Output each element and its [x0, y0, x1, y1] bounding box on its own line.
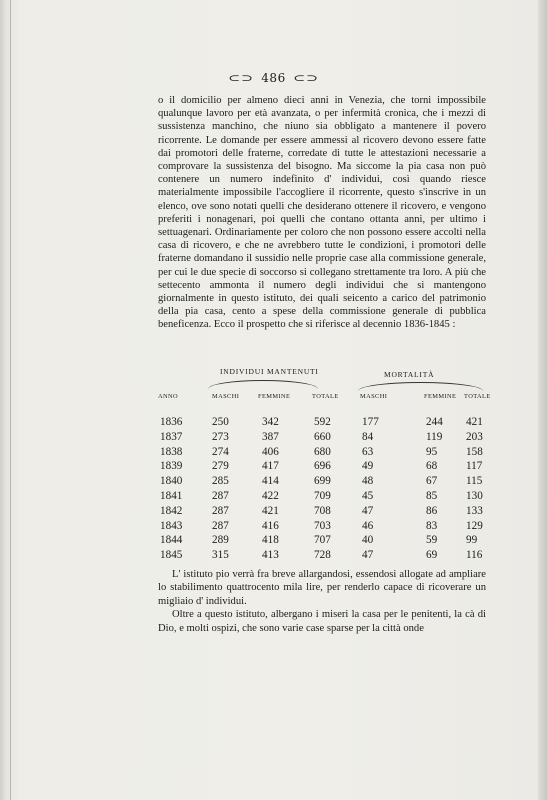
page-edge-shadow [538, 0, 547, 800]
cell-total-deaths: 133 [466, 504, 483, 517]
cell-year: 1842 [160, 504, 183, 517]
cell-total-deaths: 203 [466, 430, 483, 443]
cell-females-maintained: 421 [262, 504, 279, 517]
table-row [158, 504, 488, 519]
cell-year: 1841 [160, 489, 183, 502]
cell-females-maintained: 422 [262, 489, 279, 502]
cell-males-maintained: 287 [212, 519, 229, 532]
cell-males-maintained: 285 [212, 475, 229, 488]
cell-females-deaths: 83 [426, 519, 438, 532]
cell-females-deaths: 68 [426, 460, 438, 473]
cell-males-maintained: 289 [212, 534, 229, 547]
cell-males-deaths: 45 [362, 489, 374, 502]
statistics-table [158, 363, 491, 563]
table-row [158, 519, 488, 534]
cell-females-maintained: 417 [262, 460, 279, 473]
cell-males-deaths: 177 [362, 416, 379, 428]
cell-males-deaths: 47 [362, 549, 374, 562]
header-ornament-right: ⊂⊃ [293, 73, 319, 84]
cell-males-deaths: 46 [362, 519, 374, 532]
paragraph: Oltre a questo istituto, albergano i miseri la casa per le penitenti, la cà di Dio, e molti ospizi, che sono varie case sparse per la città onde [158, 609, 486, 634]
table-row [158, 489, 488, 504]
cell-females-deaths: 119 [426, 430, 443, 443]
cell-year: 1839 [160, 460, 183, 473]
cell-total-deaths: 115 [466, 475, 483, 488]
cell-total-maintained: 696 [314, 460, 331, 473]
cell-females-maintained: 416 [262, 519, 279, 532]
group-header-maintained: INDIVIDUI MANTENUTI [220, 367, 319, 376]
col-header-females-maintained: FEMMINE [258, 393, 291, 400]
body-text-before-table [158, 94, 486, 332]
col-header-males-deaths: MASCHI [360, 393, 388, 400]
cell-year: 1838 [160, 445, 183, 458]
cell-total-maintained: 728 [314, 549, 331, 562]
cell-year: 1843 [160, 519, 183, 532]
brace-mortality [358, 382, 483, 391]
cell-total-maintained: 660 [314, 430, 331, 443]
cell-females-maintained: 413 [262, 549, 279, 562]
cell-males-deaths: 40 [362, 534, 374, 547]
cell-total-deaths: 117 [466, 460, 483, 473]
cell-total-maintained: 699 [314, 475, 331, 488]
table-row [158, 474, 488, 489]
header-ornament-left: ⊂⊃ [228, 73, 254, 84]
cell-males-deaths: 63 [362, 445, 374, 458]
cell-males-deaths: 48 [362, 475, 374, 488]
cell-males-maintained: 315 [212, 549, 229, 562]
cell-total-deaths: 116 [466, 549, 483, 562]
cell-females-maintained: 406 [262, 445, 279, 458]
cell-males-maintained: 279 [212, 460, 229, 473]
table-row [158, 533, 488, 548]
paragraph: o il domicilio per almeno dieci anni in Venezia, che torni impossibile qualunque lavoro per età avanzata, o per infermità cronica, che i mezzi di sussistenza manchino, che niuno sia obbligato a mantenere il povero ricorrente. Le domande per essere ammessi al ricovero devono essere fatte dai promotori delle fraterne, corredate di tutte le attestazioni necessarie a comprovare la sussistenza del bisogno. Ma siccome la pia casa non può contenere un numero indefinito d' individui, così quando riesce materialmente impossibile l'accogliere il ricorrente, questo s'inscrive in un elenco, ove sono notati quelli che desiderano ottenere il ricovero, e vengono preferiti i nonagenari, poi quelli che contano ottanta anni, per ultimo i settuagenari. Ordinariamente per coloro che non possono essere accolti nella casa di ricovero, e che ne avrebbero tutte le condizioni, i promotori delle fraterne domandano il sussidio nelle proprie case alla commissione generale, per cui le due specie di soccorso si collegano strettamente tra loro. A più che settecento ammonta il numero degli individui che si mantengono giornalmente in questo istituto, dei quali seicento a carico del patrimonio della pia casa, cento a spese della commissione generale di pubblica beneficenza. Ecco il prospetto che si riferisce al decennio 1836-1845 : [158, 95, 486, 331]
table-row [158, 430, 488, 445]
cell-total-maintained: 707 [314, 534, 331, 547]
cell-total-deaths: 421 [466, 416, 483, 428]
table-body [158, 415, 488, 563]
col-header-females-deaths: FEMMINE [424, 393, 457, 400]
col-header-total-deaths: TOTALE [464, 393, 491, 400]
cell-year: 1844 [160, 534, 183, 547]
cell-year: 1840 [160, 475, 183, 488]
table-row [158, 459, 488, 474]
cell-females-deaths: 86 [426, 504, 438, 517]
cell-total-deaths: 158 [466, 445, 483, 458]
cell-females-deaths: 95 [426, 445, 438, 458]
cell-females-maintained: 387 [262, 430, 279, 443]
table-column-headers [158, 393, 491, 415]
cell-females-deaths: 69 [426, 549, 438, 562]
col-header-year: ANNO [158, 393, 179, 400]
cell-females-maintained: 414 [262, 475, 279, 488]
table-row [158, 445, 488, 460]
cell-males-maintained: 287 [212, 489, 229, 502]
cell-year: 1845 [160, 549, 183, 562]
cell-total-maintained: 708 [314, 504, 331, 517]
body-text-after-table [158, 568, 486, 635]
cell-females-deaths: 67 [426, 475, 438, 488]
cell-total-maintained: 703 [314, 519, 331, 532]
page-header [0, 71, 547, 85]
cell-females-maintained: 342 [262, 416, 279, 428]
col-header-males-maintained: MASCHI [212, 393, 240, 400]
cell-males-deaths: 49 [362, 460, 374, 473]
col-header-total-maintained: TOTALE [312, 393, 339, 400]
group-header-mortality: MORTALITÀ [384, 370, 435, 379]
cell-males-maintained: 274 [212, 445, 229, 458]
cell-total-deaths: 130 [466, 489, 483, 502]
cell-females-deaths: 59 [426, 534, 438, 547]
paragraph: L' istituto pio verrà fra breve allargandosi, essendosi allogate ad ampliare lo stabilimento quattrocento mila lire, per renderlo capace di ricoverare un migliaio d' individui. [158, 569, 486, 607]
cell-females-maintained: 418 [262, 534, 279, 547]
cell-males-deaths: 47 [362, 504, 374, 517]
cell-males-maintained: 273 [212, 430, 229, 443]
brace-maintained [208, 380, 318, 389]
cell-year: 1836 [160, 416, 183, 428]
cell-males-maintained: 250 [212, 416, 229, 428]
table-row [158, 548, 488, 563]
cell-males-deaths: 84 [362, 430, 374, 443]
cell-total-deaths: 99 [466, 534, 478, 547]
page-number: 486 [261, 71, 286, 85]
table-row [158, 415, 488, 430]
cell-year: 1837 [160, 430, 183, 443]
binding-gutter [10, 0, 11, 800]
cell-total-maintained: 680 [314, 445, 331, 458]
cell-total-maintained: 709 [314, 489, 331, 502]
cell-total-deaths: 129 [466, 519, 483, 532]
cell-males-maintained: 287 [212, 504, 229, 517]
cell-total-maintained: 592 [314, 416, 331, 428]
cell-females-deaths: 244 [426, 416, 443, 428]
table-group-headers [158, 363, 488, 393]
cell-females-deaths: 85 [426, 489, 438, 502]
